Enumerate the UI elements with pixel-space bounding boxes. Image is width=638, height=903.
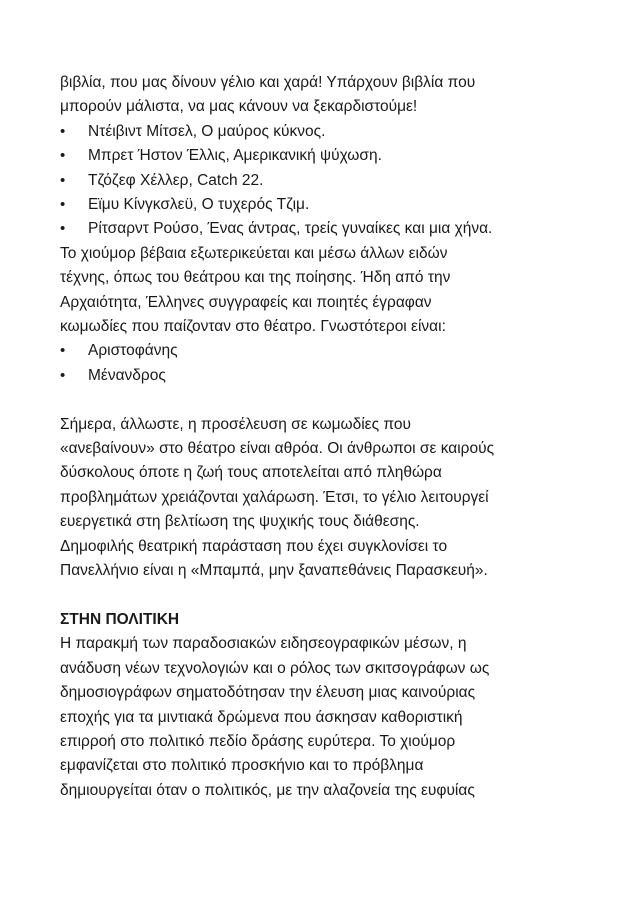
- bullet-item: [60, 193, 580, 217]
- paragraph-spacer: [60, 584, 580, 608]
- bullet-item: [60, 217, 580, 241]
- bullet-icon: •: [60, 122, 66, 140]
- text-line: τέχνης, όπως του θεάτρου και της ποίησης. Ήδη από την: [60, 269, 451, 287]
- bullet-item: [60, 144, 580, 168]
- text-line: εμφανίζεται στο πολιτικό προσκήνιο και το πρόβλημα: [60, 757, 424, 775]
- bullet-icon: •: [60, 147, 66, 165]
- text-line: δημοσιογράφων σηματοδότησαν την έλευση μιας καινούριας: [60, 684, 476, 702]
- text-line: Η παρακμή των παραδοσιακών ειδησεογραφικών μέσων, η: [60, 635, 467, 653]
- text-line: προβλημάτων χρειάζονται χαλάρωση. Έτσι, το γέλιο λειτουργεί: [60, 488, 489, 506]
- bullet-icon: •: [60, 220, 66, 238]
- bullet-text: Τζόζεφ Χέλλερ, Catch 22.: [88, 171, 264, 189]
- text-line: βιβλία, που μας δίνουν γέλιο και χαρά! Υπάρχουν βιβλία που: [60, 74, 476, 91]
- bullet-text: Αριστοφάνης: [88, 342, 178, 360]
- text-line: μπορούν μάλιστα, να μας κάνουν να ξεκαρδιστούμε!: [60, 98, 418, 116]
- text-line: ανάδυση νέων τεχνολογιών και ο ρόλος των σκιτσογράφων ως: [60, 659, 490, 677]
- text-line: εποχής για τα μιντιακά δρώμενα που άσκησαν καθοριστική: [60, 708, 463, 726]
- bullet-icon: •: [60, 342, 66, 360]
- bullet-text: Ντέιβιντ Μίτσελ, Ο μαύρος κύκνος.: [88, 122, 326, 140]
- text-line: Πανελλήνιο είναι η «Μπαμπά, μην ξαναπεθάνεις Παρασκευή».: [60, 562, 488, 580]
- text-line: ευεργετικά στη βελτίωση της ψυχικής τους διάθεσης.: [60, 513, 420, 531]
- bullet-text: Μπρετ Ήστον Έλλις, Αμερικανική ψύχωση.: [88, 147, 382, 165]
- bullet-icon: •: [60, 196, 66, 214]
- text-line: Σήμερα, άλλωστε, η προσέλευση σε κωμωδίες που: [60, 415, 411, 433]
- paragraph-spacer: [60, 388, 580, 412]
- text-line: δύσκολους όποτε η ζωή τους αποτελείται από πληθώρα: [60, 464, 442, 482]
- bullet-item: [60, 364, 580, 388]
- bullet-item: [60, 339, 580, 363]
- bullet-icon: •: [60, 366, 66, 384]
- text-line: Δημοφιλής θεατρική παράσταση που έχει συγκλονίσει το: [60, 537, 448, 555]
- text-line: «ανεβαίνουν» στο θέατρο είναι αθρόα. Οι άνθρωποι σε καιρούς: [60, 440, 495, 458]
- document-page: [60, 71, 580, 803]
- bullet-text: Ρίτσαρντ Ρούσο, Ένας άντρας, τρείς γυναίκες και μια χήνα.: [88, 220, 493, 238]
- section-heading: ΣΤΗΝ ΠΟΛΙΤΙΚΗ: [60, 610, 180, 628]
- text-line: Αρχαιότητα, Έλληνες συγγραφείς και ποιητές έγραφαν: [60, 293, 432, 311]
- bullet-item: [60, 120, 580, 144]
- text-line: Το χιούμορ βέβαια εξωτερικεύεται και μέσω άλλων ειδών: [60, 244, 448, 262]
- bullet-item: [60, 169, 580, 193]
- text-line: κωμωδίες που παίζονταν στο θέατρο. Γνωστότεροι είναι:: [60, 318, 446, 336]
- text-line: επιρροή στο πολιτικό πεδίο δράσης ευρύτερα. Το χιούμορ: [60, 732, 456, 750]
- text-line: δημιουργείται όταν ο πολιτικός, με την αλαζονεία της ευφυίας: [60, 781, 475, 799]
- bullet-text: Μένανδρος: [88, 366, 166, 384]
- bullet-icon: •: [60, 171, 66, 189]
- bullet-text: Εϊμυ Κίνγκσλεϋ, Ο τυχερός Τζιμ.: [88, 196, 310, 214]
